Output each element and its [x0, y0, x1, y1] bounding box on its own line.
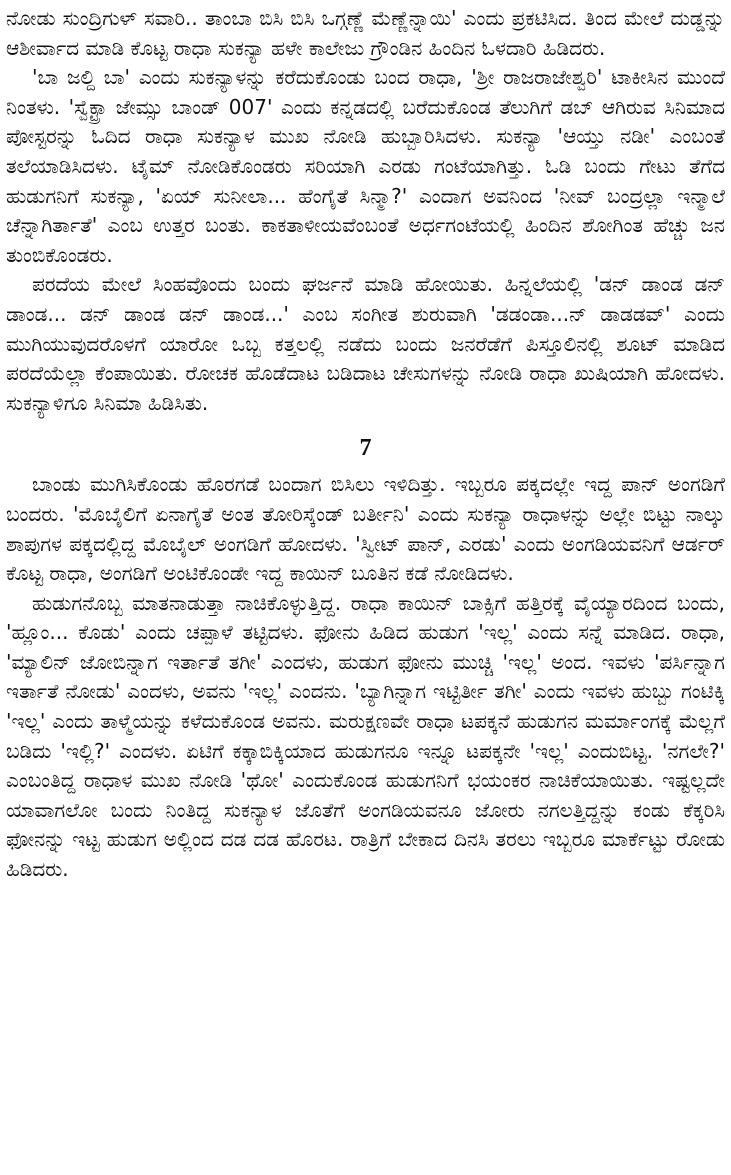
paragraph: 'ಬಾ ಜಲ್ದಿ ಬಾ' ಎಂದು ಸುಕನ್ಯಾಳನ್ನು ಕರೆದುಕೊಂಡು ಬಂದ ರಾಧಾ, 'ಶ್ರೀ ರಾಜರಾಜೇಶ್ವರಿ' ಟಾಕೀಸಿನ ಮುಂದೆ ನಿಂತಳು. 'ಸ್ವೆಕ್ಟ್ರಾ ಜೇಮ್ಸು ಬಾಂಡ್ 007' ಎಂದು ಕನ್ನಡದಲ್ಲಿ ಬರೆದುಕೊಂಡ ತೆಲುಗಿಗೆ ಡಬ್ ಆಗಿರುವ ಸಿನಿಮಾದ ಪೋಸ್ಟರನ್ನು ಓದಿದ ರಾಧಾ ಸುಕನ್ಯಾಳ ಮುಖ ನೋಡಿ ಹುಬ್ಬಾರಿಸಿದಳು. ಸುಕನ್ಯಾ 'ಆಯ್ತು ನಡೀ' ಎಂಬಂತೆ ತಲೆಯಾಡಿಸಿದಳು. ಟೈಮ್ ನೋಡಿಕೊಂಡರು ಸರಿಯಾಗಿ ಎರಡು ಗಂಟೆಯಾಗಿತ್ತು. ಓಡಿ ಬಂದು ಗೇಟು ತೆಗೆದ ಹುಡುಗನಿಗೆ ಸುಕನ್ಯಾ, 'ಏಯ್ ಸುನೀಲಾ... ಹೆಂಗೈತೆ ಸಿನ್ಮಾ?' ಎಂದಾಗ ಅವನಿಂದ 'ನೀವ್ ಬಂದ್ರಲ್ಲಾ ಇನ್ಮಾಲೆ ಚೆನ್ನಾಗಿರ್ತಾತೆ' ಎಂಬ ಉತ್ತರ ಬಂತು. ಕಾಕತಾಳೀಯವೆಂಬಂತೆ ಅರ್ಧಗಂಟೆಯಲ್ಲಿ ಹಿಂದಿನ ಶೋಗಿಂತ ಹೆಚ್ಚು ಜನ ತುಂಬಿಕೊಂಡರು.: [6, 65, 725, 267]
paragraph: ನೋಡು ಸುಂದ್ರಿಗುಳ್ ಸವಾರಿ.. ತಾಂಬಾ ಬಿಸಿ ಬಿಸಿ ಒಗ್ಗಣ್ಣೆ ಮೆಣ್ಣೆನ್ನಾಯಿ' ಎಂದು ಪ್ರಕಟಿಸಿದ. ತಿಂದ ಮೇಲೆ ದುಡ್ಡನ್ನು ಆಶೀರ್ವಾದ ಮಾಡಿ ಕೊಟ್ಟ ರಾಧಾ ಸುಕನ್ಯಾ ಹಳೇ ಕಾಲೇಜು ಗ್ರೌಂಡಿನ ಹಿಂದಿನ ಓಳದಾರಿ ಹಿಡಿದರು.: [6, 6, 725, 60]
paragraph: ಬಾಂಡು ಮುಗಿಸಿಕೊಂಡು ಹೊರಗಡೆ ಬಂದಾಗ ಬಿಸಿಲು ಇಳಿದಿತ್ತು. ಇಬ್ಬರೂ ಪಕ್ಕದಲ್ಲೇ ಇದ್ದ ಪಾನ್ ಅಂಗಡಿಗೆ ಬಂದರು. 'ಮೊಬೈಲಿಗೆ ಏನಾಗೈತೆ ಅಂತ ತೋರಿಸ್ಕೆಂಡ್ ಬರ್ತೀನಿ' ಎಂದು ಸುಕನ್ಯಾ ರಾಧಾಳನ್ನು ಅಲ್ಲೇ ಬಿಟ್ಟು ನಾಲ್ಕು ಶಾಪುಗಳ ಪಕ್ಕದಲ್ಲಿದ್ದ ಮೊಬೈಲ್ ಅಂಗಡಿಗೆ ಹೋದಳು. 'ಸ್ವೀಟ್ ಪಾನ್, ಎರಡು' ಎಂದು ಅಂಗಡಿಯವನಿಗೆ ಆರ್ಡರ್ ಕೊಟ್ಟ ರಾಧಾ, ಅಂಗಡಿಗೆ ಅಂಟಿಕೊಂಡೇ ಇದ್ದ ಕಾಯಿನ್ ಬೂತಿನ ಕಡೆ ನೋಡಿದಳು.: [6, 472, 725, 586]
paragraph: ಪರದೆಯ ಮೇಲೆ ಸಿಂಹವೊಂದು ಬಂದು ಘರ್ಜನೆ ಮಾಡಿ ಹೋಯಿತು. ಹಿನ್ನಲೆಯಲ್ಲಿ 'ಡನ್ ಡಾಂಡ ಡನ್ ಡಾಂಡ... ಡನ್ ಡಾಂಡ ಡನ್ ಡಾಂಡ...' ಎಂಬ ಸಂಗೀತ ಶುರುವಾಗಿ 'ಡಡಂಡಾ...ನ್ ಡಾಡಡವ್' ಎಂದು ಮುಗಿಯುವುದರೊಳಗೆ ಯಾರೋ ಒಬ್ಬ ಕತ್ತಲಲ್ಲಿ ನಡೆದು ಬಂದು ಜನರೆಡೆಗೆ ಪಿಸ್ತೂಲಿನಲ್ಲಿ ಶೂಟ್ ಮಾಡಿದ ಪರದೆಯೆಲ್ಲಾ ಕೆಂಪಾಯಿತು. ರೋಚಕ ಹೊಡೆದಾಟ ಬಡಿದಾಟ ಚೇಸುಗಳನ್ನು ನೋಡಿ ರಾಧಾ ಖುಷಿಯಾಗಿ ಹೋದಳು. ಸುಕನ್ಯಾಳಿಗೂ ಸಿನಿಮಾ ಹಿಡಿಸಿತು.: [6, 272, 725, 415]
chapter-number: 7: [359, 435, 372, 462]
paragraph: ಹುಡುಗನೊಬ್ಬ ಮಾತನಾಡುತ್ತಾ ನಾಚಿಕೊಳ್ಳುತ್ತಿದ್ದ. ರಾಧಾ ಕಾಯಿನ್ ಬಾಕ್ಸಿಗೆ ಹತ್ತಿರಕ್ಕೆ ವೈಯ್ಯಾರದಿಂದ ಬಂದು, 'ಹ್ಲೂಂ... ಕೊಡು' ಎಂದು ಚಪ್ಪಾಳೆ ತಟ್ಟಿದಳು. ಫೋನು ಹಿಡಿದ ಹುಡುಗ 'ಇಲ್ಲ' ಎಂದು ಸನ್ನೆ ಮಾಡಿದ. ರಾಧಾ, 'ಮ್ಯಾಲಿನ್ ಜೋಬಿನ್ನಾಗ ಇರ್ತಾತೆ ತಗೀ' ಎಂದಳು, ಹುಡುಗ ಫೋನು ಮುಚ್ಚಿ 'ಇಲ್ಲ' ಅಂದ. ಇವಳು 'ಪರ್ಸಿನ್ನಾಗ ಇರ್ತಾತೆ ನೋಡು' ಎಂದಳು, ಅವನು 'ಇಲ್ಲ' ಎಂದನು. 'ಬ್ಯಾಗಿನ್ನಾಗ ಇಟ್ಟಿರ್ತೀ ತಗೀ' ಎಂದು ಇವಳು ಹುಬ್ಬು ಗಂಟಿಕ್ಕಿ 'ಇಲ್ಲ' ಎಂದು ತಾಳ್ಮೆಯನ್ನು ಕಳೆದುಕೊಂಡ ಅವನು. ಮರುಕ್ಷಣವೇ ರಾಧಾ ಟಪಕ್ಕನೆ ಹುಡುಗನ ಮರ್ಮಾಂಗಕ್ಕೆ ಮೆಲ್ಲಗೆ ಬಡಿದು 'ಇಲ್ಲಿ?' ಎಂದಳು. ಏಟಿಗೆ ಕಕ್ಕಾಬಿಕ್ಕಿಯಾದ ಹುಡುಗನೂ ಇನ್ನೂ ಟಪಕ್ಕನೇ 'ಇಲ್ಲ' ಎಂದುಬಿಟ್ಟ. 'ನಗಲೇ?' ಎಂಬಂತಿದ್ದ ರಾಧಾಳ ಮುಖ ನೋಡಿ 'ಥೋ' ಎಂದುಕೊಂಡ ಹುಡುಗನಿಗೆ ಭಯಂಕರ ನಾಚಿಕೆಯಾಯಿತು. ಇಷ್ಟಲ್ಲದೇ ಯಾವಾಗಲೋ ಬಂದು ನಿಂತಿದ್ದ ಸುಕನ್ಯಾಳ ಜೊತೆಗೆ ಅಂಗಡಿಯವನೂ ಜೋರು ನಗಲತ್ತಿದ್ದನ್ನು ಕಂಡು ಕೆಕ್ಕರಿಸಿ ಫೋನನ್ನು ಇಟ್ಟ ಹುಡುಗ ಅಲ್ಲಿಂದ ದಡ ದಡ ಹೊರಟ. ರಾತ್ರಿಗೆ ಬೇಕಾದ ದಿನಸಿ ತರಲು ಇಬ್ಬರೂ ಮಾರ್ಕೆಟ್ಟು ರೋಡು ಹಿಡಿದರು.: [6, 590, 726, 882]
